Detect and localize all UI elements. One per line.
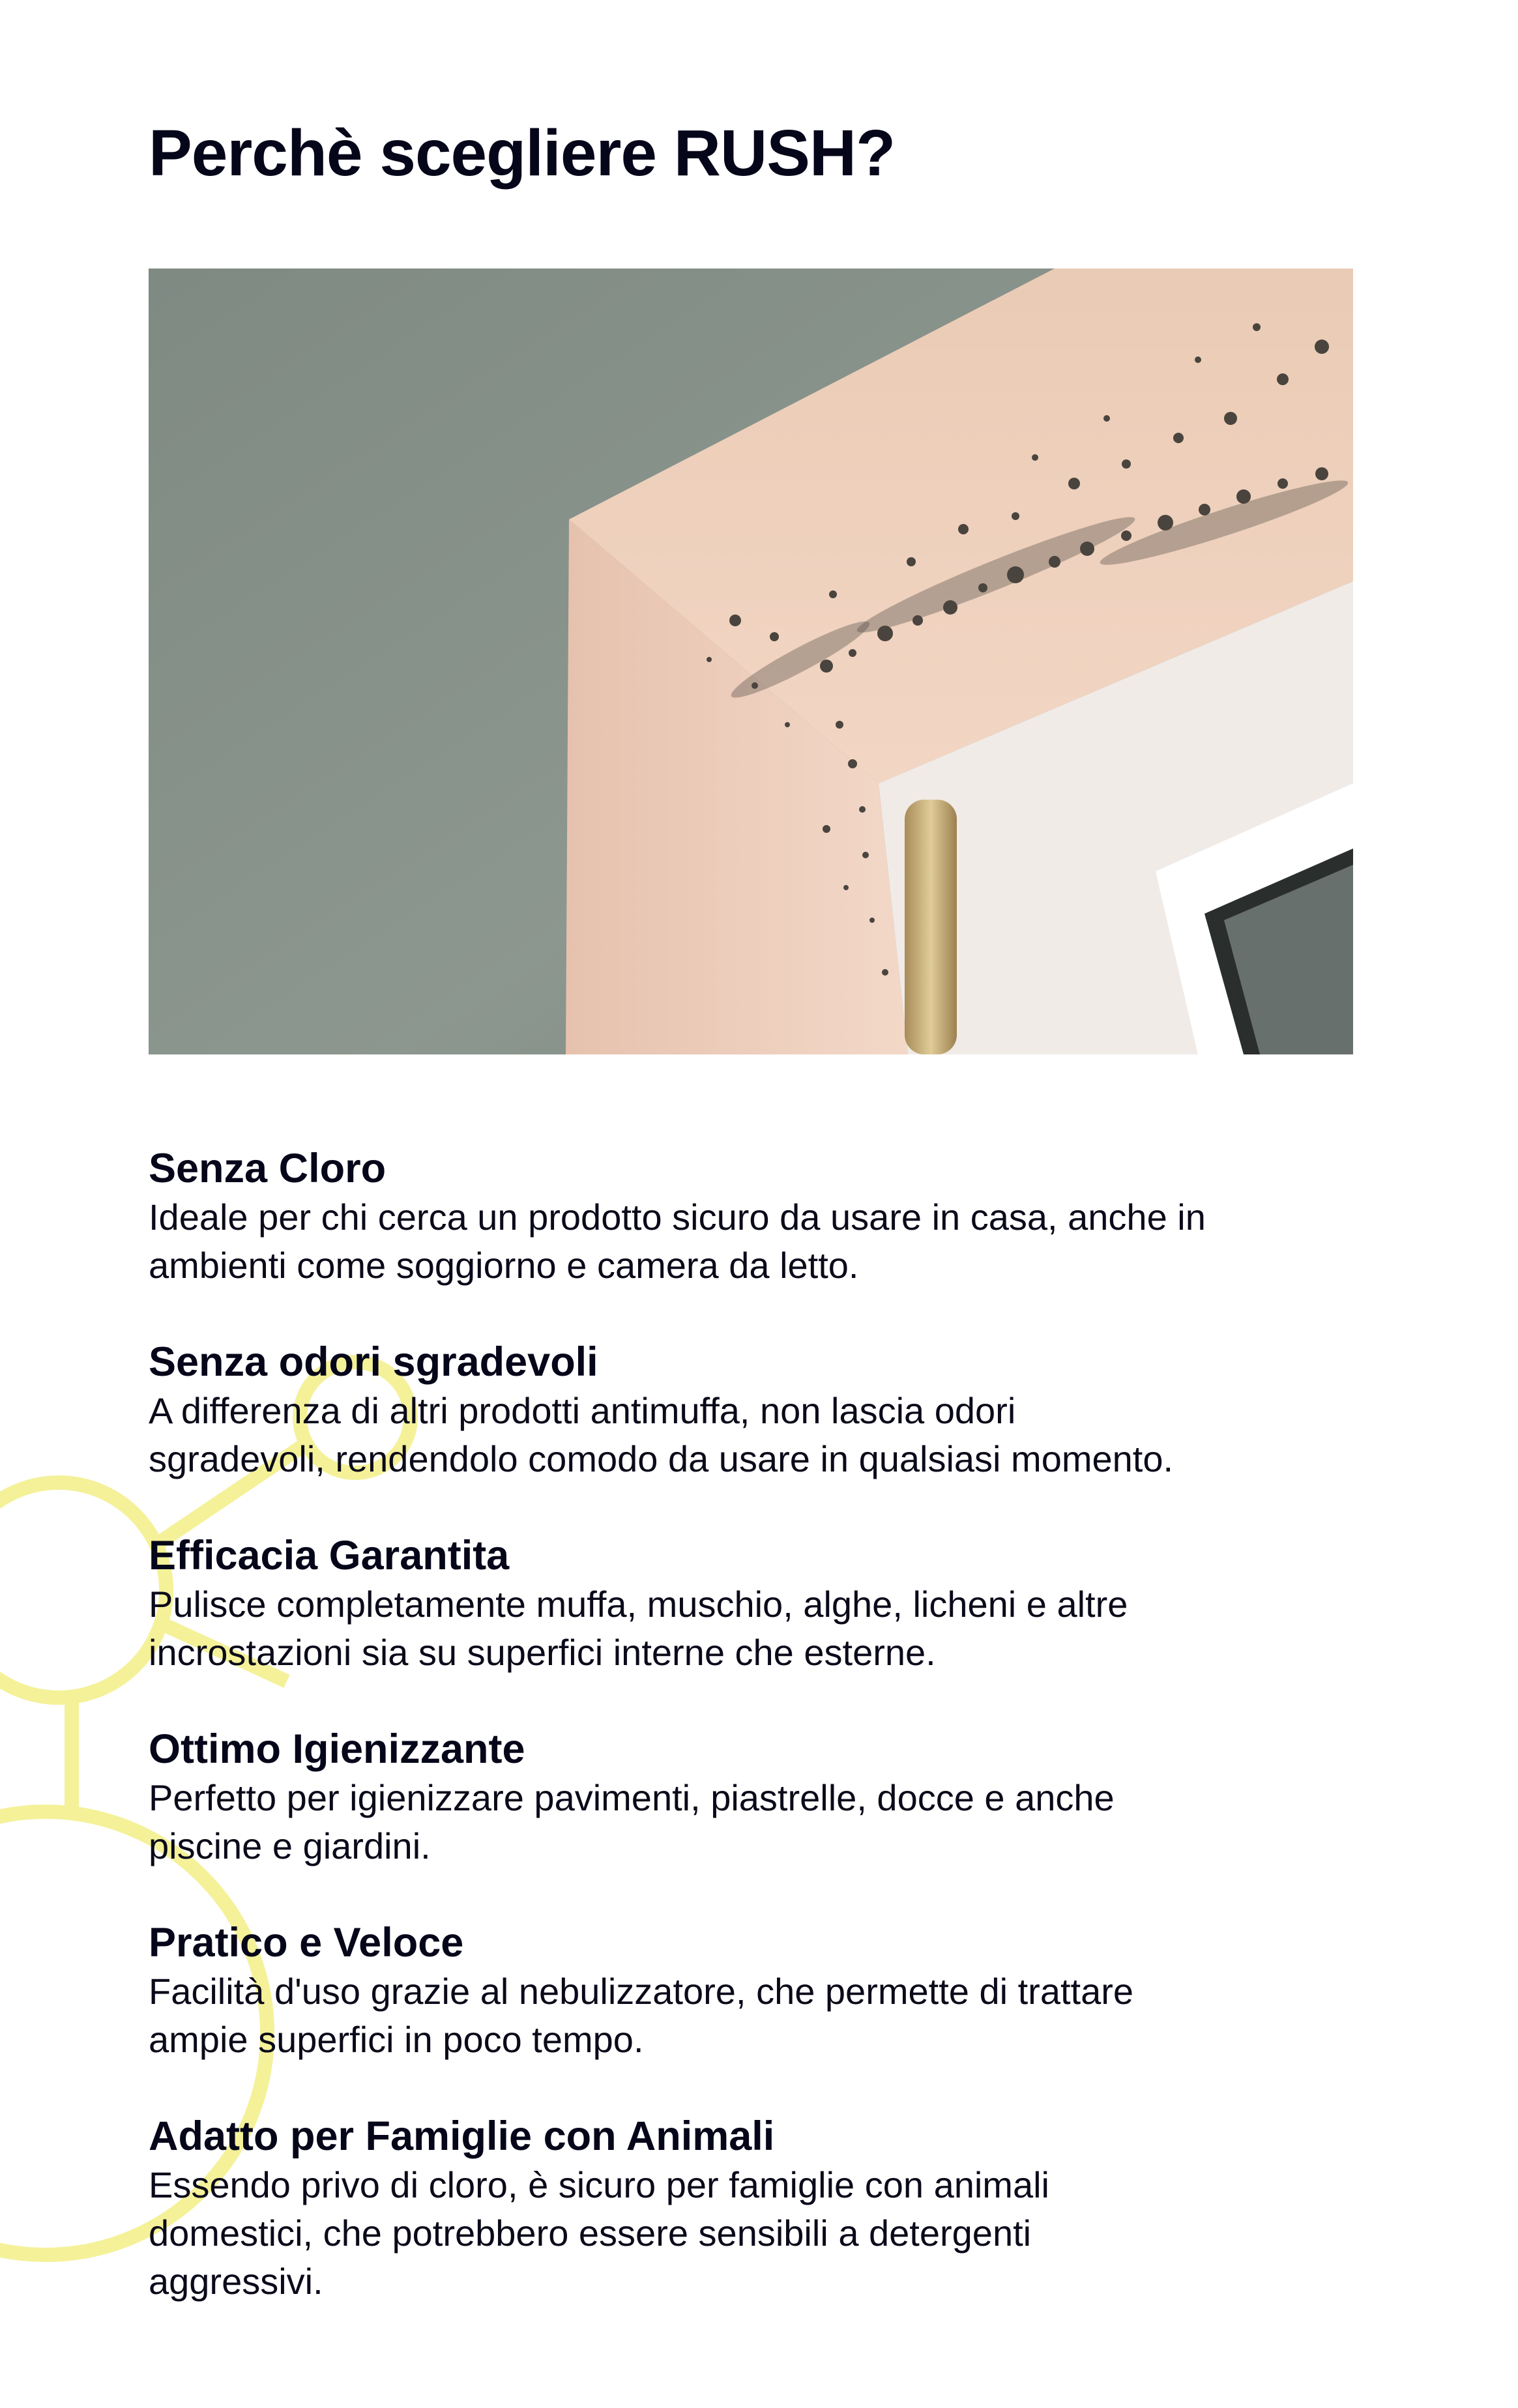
features-list	[149, 1144, 1387, 2353]
feature-text: Ideale per chi cerca un prodotto sicuro da usare in casa, anche in ambienti come soggiorno e camera da letto.	[149, 1197, 1206, 1286]
feature-title: Senza odori sgradevoli	[149, 1339, 598, 1385]
page-title: Perchè scegliere RUSH?	[149, 117, 896, 190]
feature-item	[149, 1337, 1387, 1483]
feature-text: Perfetto per igienizzare pavimenti, piastrelle, docce e anche piscine e giardini.	[149, 1777, 1115, 1866]
feature-title: Adatto per Famiglie con Animali	[149, 2113, 775, 2159]
feature-title: Senza Cloro	[149, 1146, 387, 1191]
feature-title: Efficacia Garantita	[149, 1533, 510, 1578]
feature-item	[149, 1724, 1387, 1870]
feature-text: Pulisce completamente muffa, muschio, alghe, licheni e altre incrostazioni sia su superfici interne che esterne.	[149, 1584, 1128, 1673]
feature-item	[149, 2111, 1387, 2306]
feature-item	[149, 1144, 1387, 1290]
feature-title: Pratico e Veloce	[149, 1920, 464, 1966]
feature-title: Ottimo Igienizzante	[149, 1726, 525, 1772]
feature-text: Essendo privo di cloro, è sicuro per famiglie con animali domestici, che potrebbero essere sensibili a detergenti aggressivi.	[149, 2164, 1049, 2302]
feature-item	[149, 1918, 1387, 2064]
mold-on-window-frame-photo-icon	[149, 268, 1353, 1054]
feature-text: A differenza di altri prodotti antimuffa, non lascia odori sgradevoli, rendendolo comodo da usare in qualsiasi momento.	[149, 1390, 1174, 1479]
mold-photo	[149, 268, 1353, 1054]
feature-item	[149, 1531, 1387, 1677]
feature-text: Facilità d'uso grazie al nebulizzatore, che permette di trattare ampie superfici in poco tempo.	[149, 1971, 1134, 2060]
